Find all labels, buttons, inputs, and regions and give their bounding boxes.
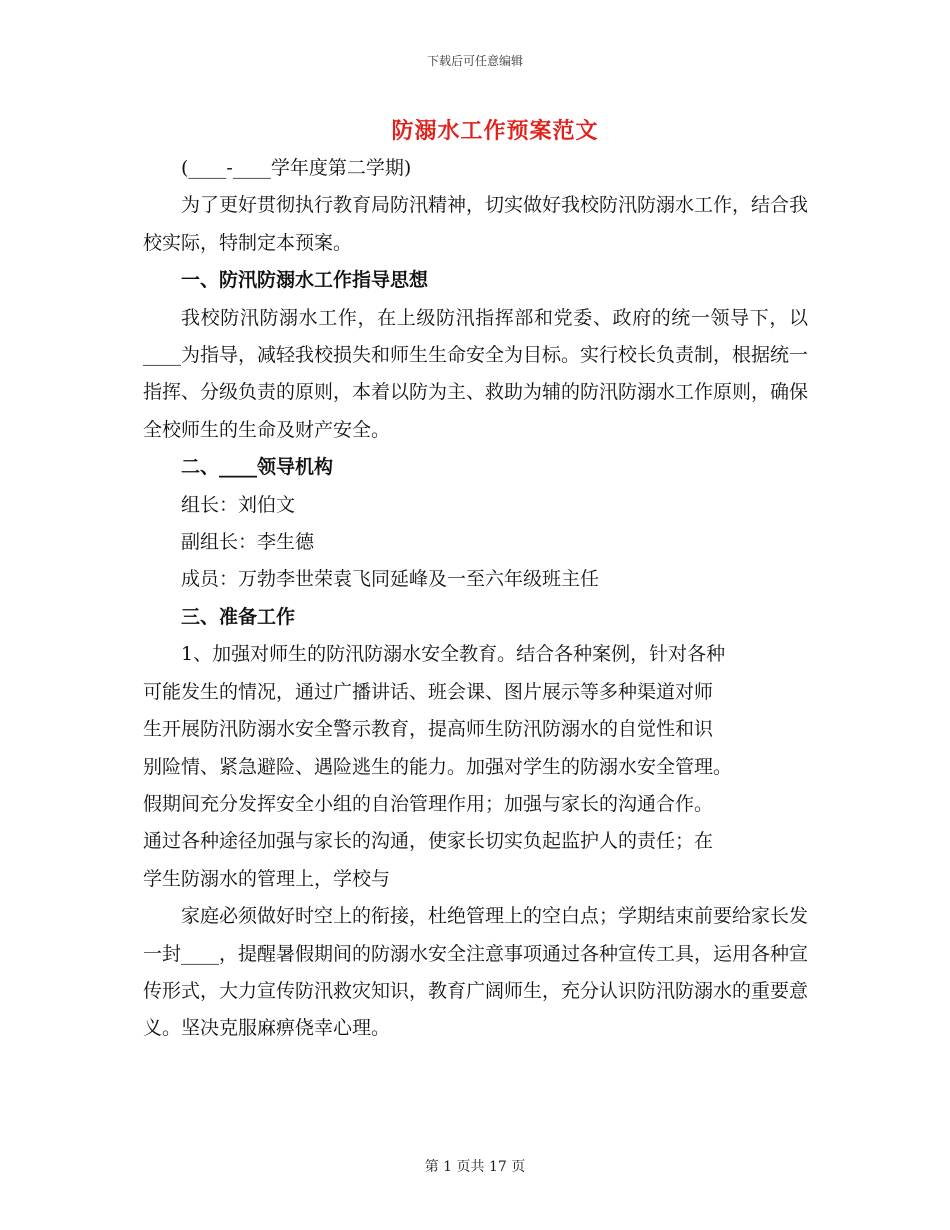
leader-line: 组长：刘伯文: [181, 493, 296, 516]
section1-heading: 一、防汛防溺水工作指导思想: [181, 269, 429, 292]
header-note: 下载后可任意编辑: [426, 54, 523, 68]
page-number: 第 1 页共 17 页: [424, 1159, 526, 1175]
section3-item1-paragraph: [143, 636, 808, 898]
intro-paragraph: 为了更好贯彻执行教育局防汛精神，切实做好我校防汛防溺水工作，结合我校实际，特制定本预案。: [143, 194, 809, 254]
document-body: [143, 150, 808, 1048]
semester-line: (____-____学年度第二学期): [181, 157, 412, 179]
item1-line: 生开展防汛防溺水安全警示教育，提高师生防汛防溺水的自觉性和识: [143, 718, 714, 741]
item1-line: 学生防溺水的管理上，学校与: [143, 867, 391, 890]
item1-line: 别险情、紧急避险、遇险逃生的能力。加强对学生的防溺水安全管理。: [143, 755, 733, 778]
item1-line: 可能发生的情况，通过广播讲话、班会课、图片展示等多种渠道对师: [143, 680, 714, 703]
section3-heading: 三、准备工作: [181, 605, 296, 628]
item1-line: 通过各种途径加强与家长的沟通，使家长切实负起监护人的责任；在: [143, 830, 714, 853]
members-line: 成员：万勃李世荣袁飞同延峰及一至六年级班主任: [181, 568, 600, 591]
item1-line: 假期间充分发挥安全小组的自治管理作用；加强与家长的沟通合作。: [143, 792, 714, 815]
section3-continued-paragraph: 家庭必须做好时空上的衔接，杜绝管理上的空白点；学期结束前要给家长发一封____，提醒暑假期间的防溺水安全注意事项通过各种宣传工具，运用各种宣传形式，大力宣传防汛救灾知识，教育广阔师生，充分认识防汛防溺水的重要意义。坚决克服麻痹侥幸心理。: [143, 905, 809, 1040]
item1-line: 1、加强对师生的防汛防溺水安全教育。结合各种案例，针对各种: [181, 643, 726, 666]
document-title: 防溺水工作预案范文: [391, 118, 599, 144]
deputy-leader-line: 副组长：李生德: [181, 531, 315, 554]
section1-paragraph: 我校防汛防溺水工作，在上级防汛指挥部和党委、政府的统一领导下，以____为指导，减轻我校损失和师生生命安全为目标。实行校长负责制，根据统一指挥、分级负责的原则，本着以防为主、救助为辅的防汛防溺水工作原则，确保全校师生的生命及财产安全。: [143, 306, 809, 441]
section2-heading: 二、____领导机构: [181, 456, 334, 479]
